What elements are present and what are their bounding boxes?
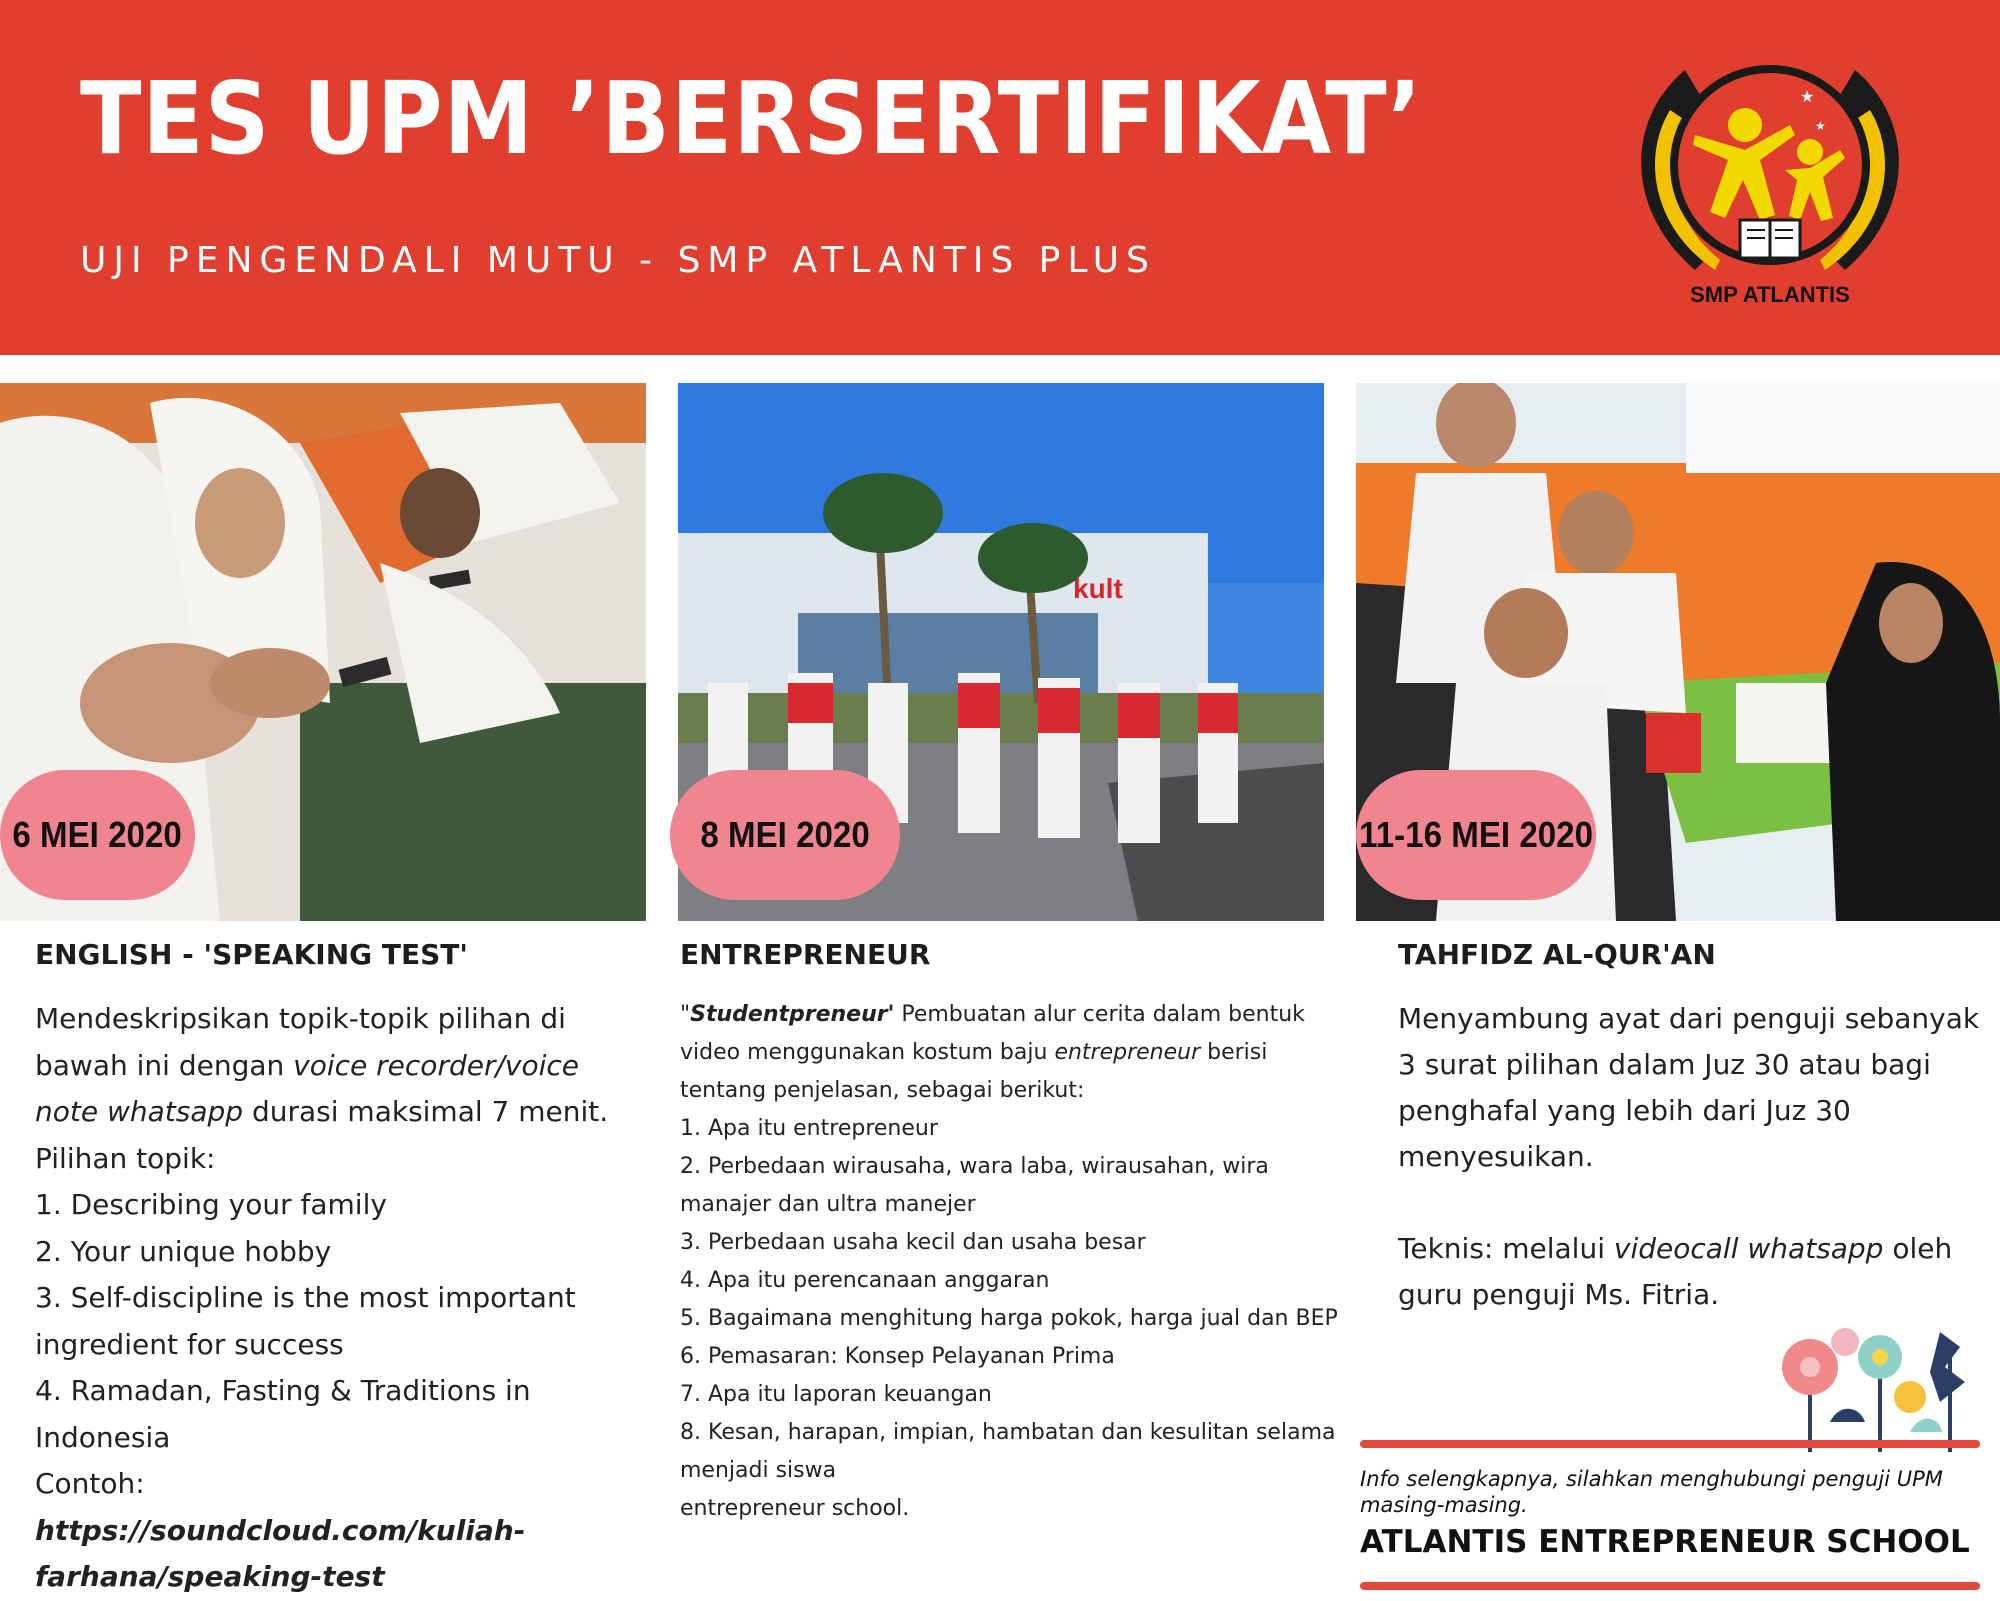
example-link[interactable]: https://soundcloud.com/kuliah-farhana/speaking-test [35,1513,526,1593]
entrepreneur-item: 6. Pemasaran: Konsep Pelayanan Prima [680,1344,1115,1369]
entrepreneur-item: 2. Perbedaan wirausaha, wara laba, wirausahan, wira manajer dan ultra manejer [680,1154,1269,1217]
logo-label: SMP ATLANTIS [1690,282,1850,307]
date-badge-tahfidz [1356,770,1596,900]
entrepreneur-item: 4. Apa itu perencanaan anggaran [680,1268,1050,1293]
topic-choice-label: Pilihan topik: [35,1141,216,1175]
header-banner [0,0,2000,355]
entrepreneur-item: 3. Perbedaan usaha kecil dan usaha besar [680,1230,1146,1255]
flower-illustration [1770,1312,1990,1452]
topic-item: 4. Ramadan, Fasting & Traditions in Indonesia [35,1374,531,1454]
date-badge-entrepreneur [670,770,900,900]
flower-icon [1770,1312,1990,1452]
entrepreneur-body [680,996,1340,1528]
entrepreneur-item: entrepreneur school. [680,1496,910,1521]
spacer [1398,1180,1983,1226]
contact-info-text: Info selengkapnya, silahkan menghubungi penguji UPM masing-masing. [1360,1467,1943,1517]
example-label: Contoh: [35,1467,145,1500]
contact-info-box [1360,1440,1980,1590]
tahfidz-body [1398,996,1983,1318]
speaking-intro: Mendeskripsikan topik-topik pilihan di bawah ini dengan voice recorder/voice note whatsapp durasi maksimal 7 menit. [35,1002,609,1128]
tahfidz-technique: Teknis: melalui videocall whatsapp oleh guru penguji Ms. Fitria. [1398,1232,1953,1311]
topic-item: 3. Self-discipline is the most important ingredient for success [35,1281,576,1361]
brush-divider [1360,1582,1980,1590]
entrepreneur-item: 7. Apa itu laporan keuangan [680,1382,992,1407]
entrepreneur-item: 5. Bagaimana menghitung harga pokok, harga jual dan BEP [680,1306,1338,1331]
date-badge-speaking [0,770,195,900]
entrepreneur-item: 1. Apa itu entrepreneur [680,1116,938,1141]
tahfidz-description: Menyambung ayat dari penguji sebanyak 3 surat pilihan dalam Juz 30 atau bagi penghafal yang lebih dari Juz 30 menyesuikan. [1398,1002,1980,1173]
topic-item: 2. Your unique hobby [35,1234,332,1268]
date-label: 8 MEI 2020 [700,814,870,855]
speaking-test-body [35,996,635,1601]
topic-item: 1. Describing your family [35,1188,387,1221]
page-title: TES UPM ’BERSERTIFIKAT’ [80,60,1423,177]
date-label: 6 MEI 2020 [12,814,183,855]
brush-divider [1360,1440,1980,1448]
heading-tahfidz: TAHFIDZ AL-QUR'AN [1398,938,1716,971]
svg-text:kult: kult [1073,573,1123,604]
example-line [35,1461,635,1601]
school-name: ATLANTIS ENTREPRENEUR SCHOOL [1360,1524,1970,1560]
heading-entrepreneur: ENTREPRENEUR [680,938,931,971]
svg-text:★: ★ [1815,119,1826,133]
svg-text:★: ★ [1800,87,1815,106]
school-logo [1625,40,1915,325]
entrepreneur-intro: "Studentpreneur' Pembuatan alur cerita dalam bentuk video menggunakan kostum baju entrepreneur berisi tentang penjelasan, sebagai berikut: [680,1002,1305,1103]
page-subtitle: UJI PENGENDALI MUTU - SMP ATLANTIS PLUS [80,240,1156,281]
entrepreneur-item: 8. Kesan, harapan, impian, hambatan dan kesulitan selama menjadi siswa [680,1420,1336,1483]
heading-speaking-test: ENGLISH - 'SPEAKING TEST' [35,938,468,971]
date-label: 11-16 MEI 2020 [1359,814,1593,855]
